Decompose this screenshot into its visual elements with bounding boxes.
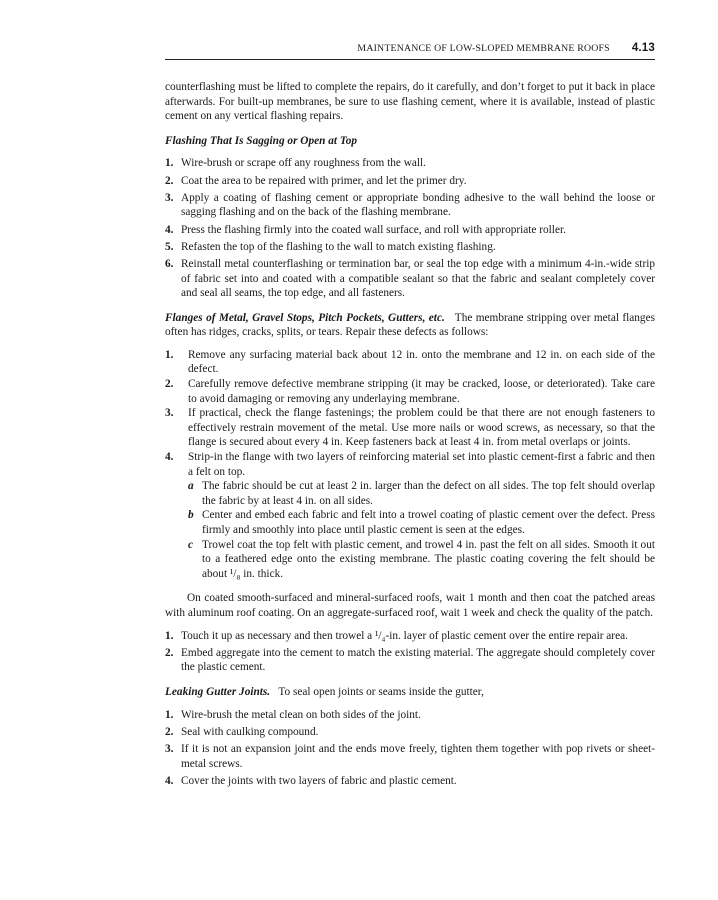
flanges-intro: The membrane stripping over metal flanges often has ridges, cracks, splits, or tears. Repair these defects as follows: (165, 311, 655, 339)
section-heading-flanges: Flanges of Metal, Gravel Stops, Pitch Pockets, Gutters, etc. (165, 311, 445, 324)
coated-paragraph: On coated smooth-surfaced and mineral-surfaced roofs, wait 1 month and then coat the patched areas with aluminum roof coating. On an aggregate-surfaced roof, wait 1 week and check the quality of the patch. (165, 592, 655, 619)
step-number: 4. (165, 223, 174, 236)
step-number: 1. (165, 708, 174, 721)
header-rule (165, 59, 655, 60)
running-title: MAINTENANCE OF LOW-SLOPED MEMBRANE ROOFS (357, 43, 610, 54)
step-text: Cover the joints with two layers of fabric and plastic cement. (181, 774, 457, 787)
step-text: Touch it up as necessary and then trowel a ¹/₄-in. layer of plastic cement over the entire repair area. (181, 629, 628, 642)
step-number: 3. (165, 407, 174, 420)
sub-list-item (188, 479, 655, 508)
step-number: 1. (165, 629, 174, 642)
list-item (165, 156, 655, 171)
list-item (165, 223, 655, 238)
step-text: Carefully remove defective membrane stripping (it may be cracked, loose, or deteriorated). Take care to avoid damaging or removing any underlaying membrane. (188, 378, 655, 405)
substep-text: Center and embed each fabric and felt into a trowel coating of plastic cement over the defect. Press firmly and smoothly into place until plastic cement is seen at the edges. (202, 509, 655, 536)
list-item (165, 725, 655, 740)
step-number: 4. (165, 451, 174, 464)
step-text: If it is not an expansion joint and the ends move freely, tighten them together with pop rivets or sheet-metal screws. (181, 742, 655, 770)
step-number: 3. (165, 742, 174, 755)
list-item (165, 191, 655, 220)
section-heading-sagging: Flashing That Is Sagging or Open at Top (165, 134, 357, 147)
sub-list-item (188, 538, 655, 582)
list-item (165, 348, 655, 377)
substep-label: b (188, 509, 194, 522)
step-text: Press the flashing firmly into the coated wall surface, and roll with appropriate roller. (181, 223, 566, 236)
list-item (165, 646, 655, 675)
step-text: Coat the area to be repaired with primer, and let the primer dry. (181, 174, 467, 187)
list-item (165, 174, 655, 189)
step-number: 2. (165, 174, 174, 187)
step-text: Remove any surfacing material back about 12 in. onto the membrane and 12 in. on each side of the defect. (188, 348, 655, 376)
running-header (165, 42, 655, 54)
list-item (165, 774, 655, 789)
substep-label: a (188, 480, 194, 493)
flanges-steps (165, 348, 655, 582)
page-body (165, 80, 655, 791)
step-text: Seal with caulking compound. (181, 725, 319, 738)
list-item (165, 240, 655, 255)
step-text: If practical, check the flange fastenings; the problem could be that there are not enough fasteners to effectively restrain movement of the metal. Use more nails or wood screws, as necessary, so that the flange is secured about every 4 in. Keep fasteners back at least 4 in. from metal overlaps or joints. (188, 407, 655, 449)
gutter-intro: To seal open joints or seams inside the gutter, (278, 685, 484, 698)
sub-list-item (188, 508, 655, 537)
step-number: 2. (165, 378, 174, 391)
intro-paragraph: counterflashing must be lifted to complete the repairs, do it carefully, and don’t forget to put it back in place afterwards. For built-up membranes, be sure to use flashing cement, where it is available, instead of plastic cement on any vertical flashing repairs. (165, 81, 655, 123)
step-number: 1. (165, 348, 174, 361)
step-text: Refasten the top of the flashing to the wall to match existing flashing. (181, 240, 496, 253)
step-text: Apply a coating of flashing cement or appropriate bonding adhesive to the wall behind the loose or sagging flashing and on the back of the flashing membrane. (181, 191, 655, 219)
substep-text: The fabric should be cut at least 2 in. larger than the defect on all sides. The top felt should overlap the fabric by at least 4 in. on all sides. (202, 480, 655, 507)
substep-label: c (188, 538, 194, 551)
sagging-steps (165, 156, 655, 300)
list-item (165, 257, 655, 301)
step-number: 6. (165, 257, 174, 270)
step-text: Wire-brush the metal clean on both sides of the joint. (181, 708, 421, 721)
list-item (165, 629, 655, 644)
gutter-paragraph (165, 685, 655, 700)
flanges-paragraph (165, 311, 655, 340)
step-number: 3. (165, 191, 174, 204)
step-text: Reinstall metal counterflashing or termination bar, or seal the top edge with a minimum 4-in.-wide strip of fabric set into and coated with a compatible sealant so that the fabric and sealant completely cover and seal all seams, the top edge, and all fasteners. (181, 257, 655, 300)
page-number: 4.13 (631, 42, 655, 54)
gutter-steps (165, 708, 655, 789)
step-number: 4. (165, 774, 174, 787)
step-text: Embed aggregate into the cement to match the existing material. The aggregate should completely cover the plastic cement. (181, 646, 655, 674)
step-number: 5. (165, 240, 174, 253)
section-heading-gutter: Leaking Gutter Joints. (165, 685, 271, 698)
list-item (165, 406, 655, 450)
step-number: 2. (165, 725, 174, 738)
coated-steps (165, 629, 655, 675)
step-number: 1. (165, 157, 174, 170)
list-item (165, 450, 655, 581)
step-number: 2. (165, 646, 174, 659)
list-item (165, 742, 655, 771)
flanges-substeps (188, 479, 655, 581)
list-item (165, 377, 655, 406)
step-text: Wire-brush or scrape off any roughness from the wall. (181, 157, 426, 170)
substep-text: Trowel coat the top felt with plastic cement, and trowel 4 in. past the felt on all sides. Smooth it out to a feathered edge onto the existing membrane. The plastic coating covering the felt should be about ¹/₈ in. thick. (202, 538, 655, 580)
step-text: Strip-in the flange with two layers of reinforcing material set into plastic cement-first a fabric and then a felt on top. (188, 451, 655, 478)
list-item (165, 708, 655, 723)
